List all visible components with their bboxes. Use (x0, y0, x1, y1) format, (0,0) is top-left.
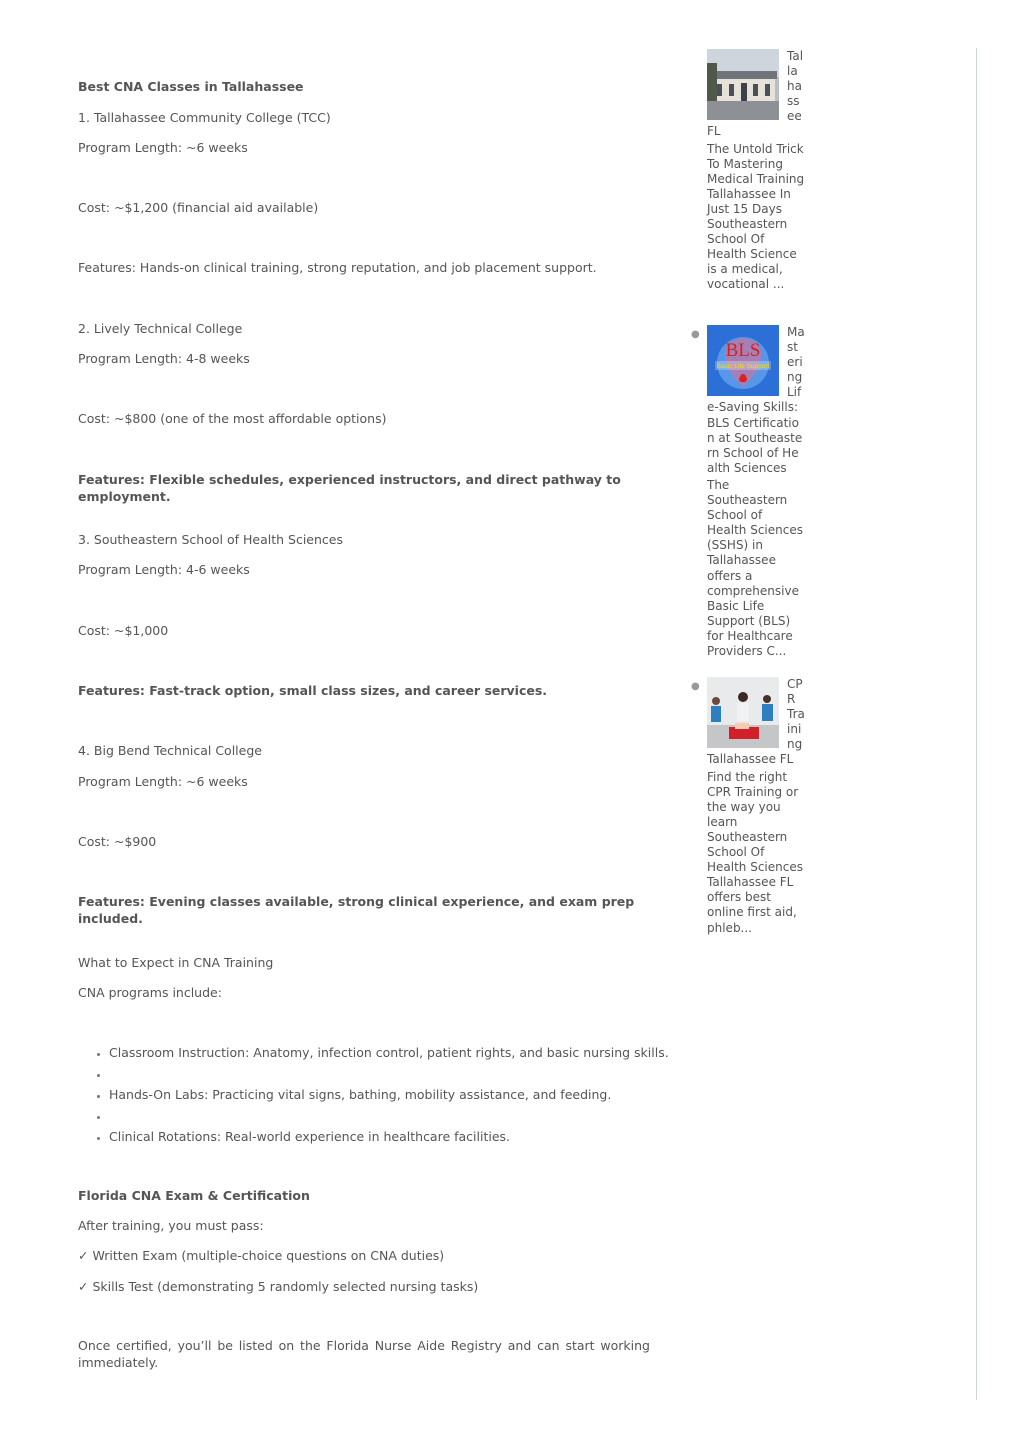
post-excerpt: The Southeastern School of Health Sciences (SSHS) in Tallahassee offers a comprehensive Basic Life Support (BLS) for Healthcare Providers C... (707, 477, 803, 658)
post-title-link[interactable]: Mastering Life-Saving Skills: BLS Certification at Southeastern School of Health Sciences (707, 325, 805, 475)
list-item: • Clinical Rotations: Real-world experience in healthcare facilities. (109, 1128, 669, 1149)
list-item: • Hands-On Labs: Practicing vital signs, bathing, mobility assistance, and feeding. (109, 1086, 669, 1107)
school-1-features: Features: Hands-on clinical training, strong reputation, and job placement support. (78, 260, 597, 275)
sidebar-post[interactable] (691, 677, 805, 936)
program-list (78, 1044, 669, 1149)
post-excerpt: Find the right CPR Training or the way you learn Southeastern School Of Health Sciences Tallahassee FL offers best online first aid, phleb... (707, 769, 803, 935)
post-excerpt: The Untold Trick To Mastering Medical Training Tallahassee In Just 15 Days Southeastern School Of Health Science is a medical, vocational ... (707, 141, 805, 292)
expect-heading: What to Expect in CNA Training (78, 955, 274, 970)
bullet-icon: ● (691, 329, 700, 340)
cpr-thumbnail[interactable] (707, 677, 779, 748)
bullet-icon: ● (691, 681, 700, 692)
school-3-features: Features: Fast-track option, small class sizes, and career services. (78, 683, 548, 698)
school-4-cost: Cost: ~$900 (78, 834, 157, 849)
closing-paragraph: Once certified, you’ll be listed on the Florida Nurse Aide Registry and can start working immediately. (78, 1338, 650, 1370)
school-1-name: 1. Tallahassee Community College (TCC) (78, 110, 331, 125)
school-3-length: Program Length: 4-6 weeks (78, 562, 250, 577)
bls-thumbnail[interactable] (707, 325, 779, 396)
list-item (109, 1107, 669, 1128)
school-4-name: 4. Big Bend Technical College (78, 743, 262, 758)
school-2-features: Features: Flexible schedules, experienced instructors, and direct pathway to employment. (78, 472, 621, 504)
list-item: • Classroom Instruction: Anatomy, infection control, patient rights, and basic nursing skills. (109, 1044, 669, 1065)
school-1-length: Program Length: ~6 weeks (78, 140, 248, 155)
exam-item-written: ✓ Written Exam (multiple-choice questions on CNA duties) (78, 1248, 445, 1263)
exam-item-skills: ✓ Skills Test (demonstrating 5 randomly selected nursing tasks) (78, 1279, 479, 1294)
article-heading: Best CNA Classes in Tallahassee (78, 79, 304, 94)
exam-intro: After training, you must pass: (78, 1218, 264, 1233)
sidebar-post[interactable] (691, 325, 805, 659)
list-item (109, 1065, 669, 1086)
programs-intro: CNA programs include: (78, 985, 222, 1000)
school-3-name: 3. Southeastern School of Health Sciences (78, 532, 343, 547)
school-1-cost: Cost: ~$1,200 (financial aid available) (78, 200, 319, 215)
school-4-length: Program Length: ~6 weeks (78, 774, 248, 789)
post-title-link[interactable]: Tallahassee FL (707, 49, 804, 139)
school-2-length: Program Length: 4-8 weeks (78, 351, 250, 366)
school-3-cost: Cost: ~$1,000 (78, 623, 169, 638)
sidebar-post[interactable] (707, 49, 805, 293)
post-title-link[interactable]: CPR Training Tallahassee FL (707, 677, 805, 767)
exam-heading: Florida CNA Exam & Certification (78, 1188, 310, 1203)
building-thumbnail[interactable] (707, 49, 779, 120)
bls-thumb-sub-text: Basic Life Support (716, 363, 770, 370)
page-divider (976, 48, 977, 1400)
school-2-name: 2. Lively Technical College (78, 321, 243, 336)
school-4-features: Features: Evening classes available, strong clinical experience, and exam prep included. (78, 894, 635, 926)
bls-thumb-main-text: BLS (725, 340, 761, 361)
school-2-cost: Cost: ~$800 (one of the most affordable options) (78, 411, 387, 426)
